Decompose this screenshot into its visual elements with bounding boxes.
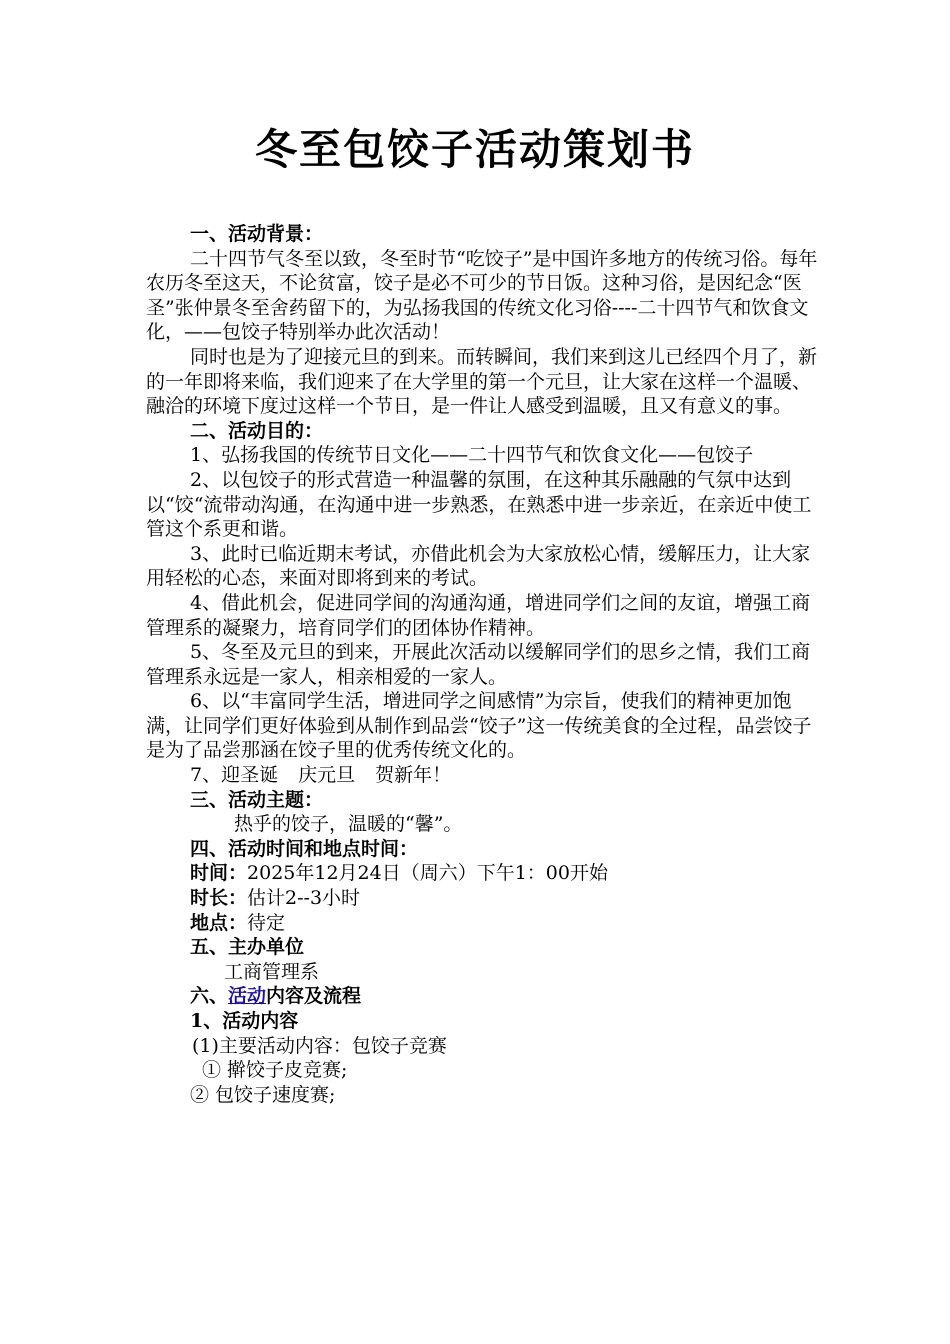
section-heading-purpose: 二、活动目的： [190,419,324,442]
content-line-2: ① 擀饺子皮竞赛; [202,1059,348,1082]
duration-value: 估计2--3小时 [247,887,361,910]
duration-label: 时长： [190,887,248,910]
purpose-item: 1、弘扬我国的传统节日文化——二十四节气和饮食文化——包饺子 [190,444,754,467]
place-line [146,911,826,936]
time-line [146,861,826,886]
content-heading-suffix: 内容及流程 [266,985,362,1008]
background-paragraph-2: 同时也是为了迎接元旦的到来。而转瞬间，我们来到这儿已经四个月了，新的一年即将来临，我们迎来了在大学里的第一个元旦，让大家在这样一个温暖、融洽的环境下度过这样一个节日，是一件让人感受到温暖，且又有意义的事。 [146,345,818,418]
document-body [146,222,826,1107]
section-heading-time-place: 四、活动时间和地点时间： [190,837,419,860]
section-heading-background: 一、活动背景： [190,223,324,245]
subheading-activity-content: 1、活动内容 [190,1010,299,1032]
purpose-item: 6、以“丰富同学生活，增进同学之间感情”为宗旨，使我们的精神更加饱满，让同学们更好体验到从制作到品尝“饺子”这一传统美食的全过程，品尝饺子是为了品尝那涵在饺子里的优秀传统文化的。 [146,690,812,762]
place-label: 地点： [190,911,248,934]
purpose-item-7-part: 7、迎圣诞 [190,764,279,787]
content-line-3: ② 包饺子速度赛; [190,1083,336,1106]
content-heading-prefix: 六、 [190,985,229,1008]
purpose-item: 5、冬至及元旦的到来，开展此次活动以缓解同学们的思乡之情，我们工商管理系永远是一家人，相亲相爱的一家人。 [146,641,811,688]
duration-line [146,886,826,911]
purpose-item-7-part: 庆元旦 [298,764,356,787]
background-paragraph-1: 二十四节气冬至以致，冬至时节“吃饺子”是中国许多地方的传统习俗。每年农历冬至这天，不论贫富，饺子是必不可少的节日饭。这种习俗，是因纪念“医圣”张仲景冬至舍药留下的，为弘扬我国的传统文化习俗----二十四节气和饮食文化，——包饺子特别举办此次活动！ [146,247,818,344]
place-value: 待定 [247,911,286,934]
purpose-item: 2、以包饺子的形式营造一种温馨的氛围，在这种其乐融融的气氛中达到以“饺“流带动沟通，在沟通中进一步熟悉，在熟悉中进一步亲近，在亲近中使工管这个系更和谐。 [146,468,812,541]
section-heading-content [146,984,826,1009]
content-line-1: (1)主要活动内容：包饺子竞赛 [192,1034,447,1057]
purpose-item-7 [146,763,826,788]
document-title: 冬至包饺子活动策划书 [254,125,695,174]
time-value: 2025年12月24日（周六）下午1：00开始 [247,862,608,885]
section-heading-organizer: 五、主办单位 [190,936,305,959]
organizer-text: 工商管理系 [224,960,320,983]
purpose-item: 4、借此机会，促进同学间的沟通沟通，增进同学们之间的友谊，增强工商管理系的凝聚力，培育同学们的团体协作精神。 [146,591,811,639]
section-heading-theme: 三、活动主题： [190,788,324,811]
purpose-item-7-part: 贺新年！ [375,764,452,787]
purpose-item: 3、此时已临近期末考试，亦借此机会为大家放松心情，缓解压力，让大家用轻松的心态，来面对即将到来的考试。 [146,542,811,590]
time-label: 时间： [190,862,248,885]
activity-link[interactable]: 活动 [228,985,267,1008]
theme-text: 热乎的饺子，温暖的“馨”。 [234,813,463,836]
